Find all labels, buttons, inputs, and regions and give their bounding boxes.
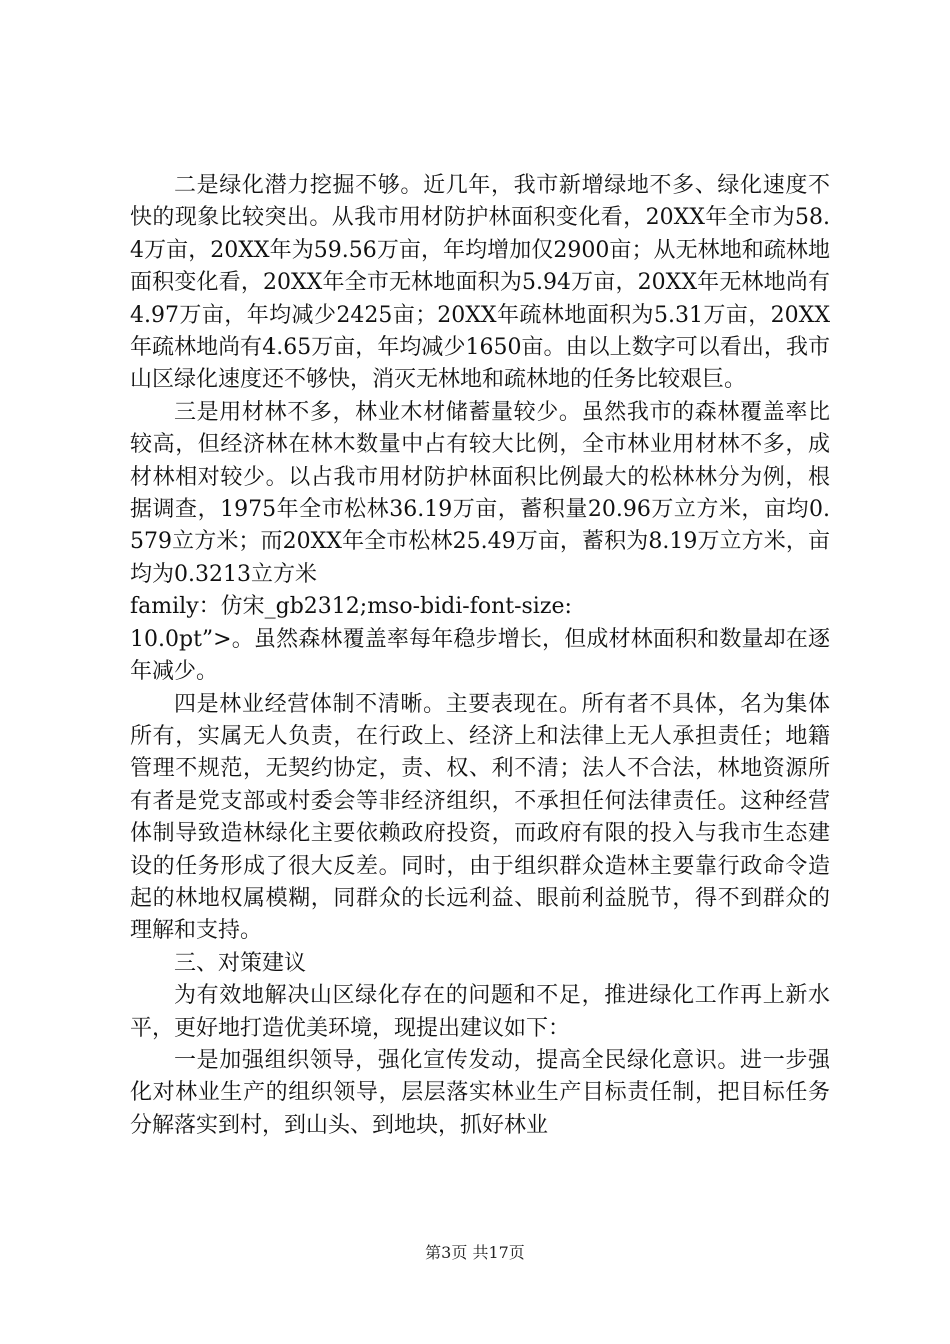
page-footer: 第3页 共17页 [425,1243,525,1262]
stray-style-code-line-1: family：仿宋_gb2312;mso-bidi-font-size: [130,594,572,620]
stray-style-code-line-2: 10.0pt”>。虽然森林覆盖率每年稳步增长，但成材林面积和数量却在逐年减少。 [130,626,830,685]
paragraph-timber-forest: 三是用材林不多，林业木材储蓄量较少。虽然我市的森林覆盖率比较高，但经济林在林木数量中占有较大比例，全市林业用材林不多，成材林相对较少。以占我市用材防护林面积比例最大的松林林分为例，根据调查，1975年全市松林36.19万亩，蓄积量20.96万立方米，亩均0.579立方米；而20XX年全市松林25.49万亩，蓄积为8.19万立方米，亩均为0.3213立方米 [130,399,830,587]
paragraph-management-system: 四是林业经营体制不清晰。主要表现在。所有者不具体，名为集体所有，实属无人负责，在行政上、经济上和法律上无人承担责任；地籍管理不规范，无契约协定，责、权、利不清；法人不合法，林地资源所有者是党支部或村委会等非经济组织，不承担任何法律责任。这种经营体制导致造林绿化主要依赖政府投资，而政府有限的投入与我市生态建设的任务形成了很大反差。同时，由于组织群众造林主要靠行政命令造起的林地权属模糊，同群众的长远利益、眼前利益脱节，得不到群众的理解和支持。 [130,691,830,944]
document-body [130,170,830,1142]
paragraph-suggestions-intro: 为有效地解决山区绿化存在的问题和不足，推进绿化工作再上新水平，更好地打造优美环境，现提出建议如下： [130,983,830,1041]
paragraph-organization-leadership: 一是加强组织领导，强化宣传发动，提高全民绿化意识。进一步强化对林业生产的组织领导，层层落实林业生产目标责任制，把目标任务分解落实到村，到山头、到地块，抓好林业 [130,1047,830,1138]
paragraph-greening-potential: 二是绿化潜力挖掘不够。近几年，我市新增绿地不多、绿化速度不快的现象比较突出。从我市用材防护林面积变化看，20XX年全市为58.4万亩，20XX年为59.56万亩，年均增加仅2900亩；从无林地和疏林地面积变化看，20XX年全市无林地面积为5.94万亩，20XX年无林地尚有4.97万亩，年均减少2425亩；20XX年疏林地面积为5.31万亩，20XX年疏林地尚有4.65万亩，年均减少1650亩。由以上数字可以看出，我市山区绿化速度还不够快，消灭无林地和疏林地的任务比较艰巨。 [130,173,830,393]
section-heading-countermeasures: 三、对策建议 [174,950,307,976]
